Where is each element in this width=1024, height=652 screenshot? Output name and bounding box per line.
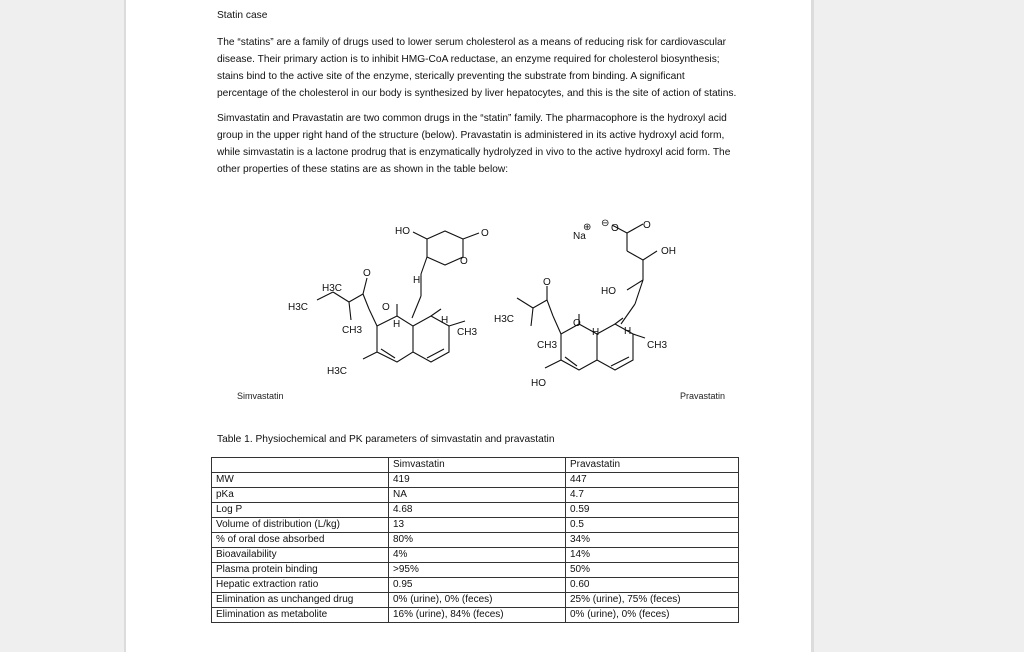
simvastatin-label: Simvastatin — [237, 391, 284, 401]
table-cell: 34% — [566, 533, 739, 548]
table-cell: 14% — [566, 548, 739, 563]
simva-h3c-left: H3C — [288, 302, 309, 313]
table-cell: Volume of distribution (L/kg) — [212, 518, 389, 533]
table-cell: NA — [389, 488, 566, 503]
table-caption: Table 1. Physiochemical and PK parameters of simvastatin and pravastatin — [217, 434, 555, 445]
table-cell: % of oral dose absorbed — [212, 533, 389, 548]
page-edge-right — [811, 0, 814, 652]
prava-h3c: H3C — [494, 314, 515, 325]
document-heading: Statin case — [217, 10, 268, 21]
table-cell: 80% — [389, 533, 566, 548]
table-cell: 447 — [566, 473, 739, 488]
table-row — [212, 488, 739, 503]
table-row — [212, 503, 739, 518]
prava-carboxylate-o: O — [611, 223, 619, 234]
table-cell: 16% (urine), 84% (feces) — [389, 608, 566, 623]
simva-carbonyl-o: O — [481, 228, 489, 239]
table-cell: 0.5 — [566, 518, 739, 533]
pk-table-body — [212, 458, 739, 623]
table-row — [212, 593, 739, 608]
structure-figure — [217, 206, 737, 406]
table-cell: 0.59 — [566, 503, 739, 518]
table-cell: 419 — [389, 473, 566, 488]
pravastatin-label: Pravastatin — [680, 391, 726, 401]
table-header-cell: Simvastatin — [389, 458, 566, 473]
table-cell: 0% (urine), 0% (feces) — [389, 593, 566, 608]
table-row — [212, 548, 739, 563]
prava-ester-o: O — [543, 277, 551, 288]
table-cell: 0% (urine), 0% (feces) — [566, 608, 739, 623]
prava-na: Na — [573, 231, 586, 242]
simva-ho-label: HO — [395, 226, 410, 237]
statins-paragraph: Simvastatin and Pravastatin are two common drugs in the “statin” family. The pharmacophore is the hydroxyl acid group in the upper right hand of the structure (below). Pravastatin is administered in its active hydroxyl acid form, while simvastatin is a lactone prodrug that is enzymatically hydrolyzed in vivo to the active hydroxyl acid form. The other properties of these statins are as shown in the table below: — [217, 113, 731, 175]
prava-h2: H — [624, 326, 632, 337]
prava-ho: HO — [601, 286, 616, 297]
table-cell: >95% — [389, 563, 566, 578]
simva-link-o: O — [382, 302, 390, 313]
table-cell: 4.68 — [389, 503, 566, 518]
table-row — [212, 563, 739, 578]
prava-carbonyl-o: O — [643, 220, 651, 231]
table-header-cell — [212, 458, 389, 473]
pk-parameters-table — [211, 457, 739, 623]
prava-ch3-right: CH3 — [647, 340, 668, 351]
table-cell: Log P — [212, 503, 389, 518]
table-cell: 0.60 — [566, 578, 739, 593]
table-cell: 0.95 — [389, 578, 566, 593]
prava-ho-bottom: HO — [531, 378, 546, 389]
document-content — [216, 7, 737, 620]
table-row — [212, 578, 739, 593]
table-row — [212, 608, 739, 623]
table-cell: 4.7 — [566, 488, 739, 503]
table-cell: Hepatic extraction ratio — [212, 578, 389, 593]
simva-lactone-ring — [427, 231, 463, 265]
table-cell: Elimination as metabolite — [212, 608, 389, 623]
table-cell: Bioavailability — [212, 548, 389, 563]
chemical-structures — [217, 206, 737, 406]
simva-h3c-top: H3C — [322, 283, 343, 294]
simva-h1: H — [393, 319, 401, 330]
table-row — [212, 518, 739, 533]
table-cell: 4% — [389, 548, 566, 563]
prava-oh: OH — [661, 246, 676, 257]
simva-ring-o: O — [460, 256, 468, 267]
prava-minus: ⊖ — [601, 218, 610, 229]
table-cell: pKa — [212, 488, 389, 503]
prava-h1: H — [592, 327, 600, 338]
table-cell: 50% — [566, 563, 739, 578]
simva-ch3-right: CH3 — [457, 327, 478, 338]
prava-ch3: CH3 — [537, 340, 558, 351]
table-cell: MW — [212, 473, 389, 488]
document-page — [126, 0, 811, 652]
table-row — [212, 533, 739, 548]
prava-plus: ⊕ — [583, 222, 592, 233]
table-cell: 25% (urine), 75% (feces) — [566, 593, 739, 608]
prava-link-o: O — [573, 318, 581, 329]
table-cell: 13 — [389, 518, 566, 533]
table-header-cell: Pravastatin — [566, 458, 739, 473]
intro-paragraph: The “statins” are a family of drugs used to lower serum cholesterol as a means of reducing risk for cardiovascular disease. Their primary action is to inhibit HMG-CoA reductase, an enzyme required for cholesterol biosynthesis; stains bind to the active site of the enzyme, sterically preventing the substrate from binding. A significant percentage of the cholesterol in our body is synthesized by liver hepatocytes, and this is the site of action of statins. — [217, 37, 737, 99]
table-cell: Plasma protein binding — [212, 563, 389, 578]
simva-h2: H — [441, 315, 449, 326]
simva-h3c-bottom: H3C — [327, 366, 348, 377]
simva-ch3: CH3 — [342, 325, 363, 336]
simva-h-label: H — [413, 275, 421, 286]
table-cell: Elimination as unchanged drug — [212, 593, 389, 608]
table-header-row — [212, 458, 739, 473]
table-row — [212, 473, 739, 488]
simva-ester-o: O — [363, 268, 371, 279]
